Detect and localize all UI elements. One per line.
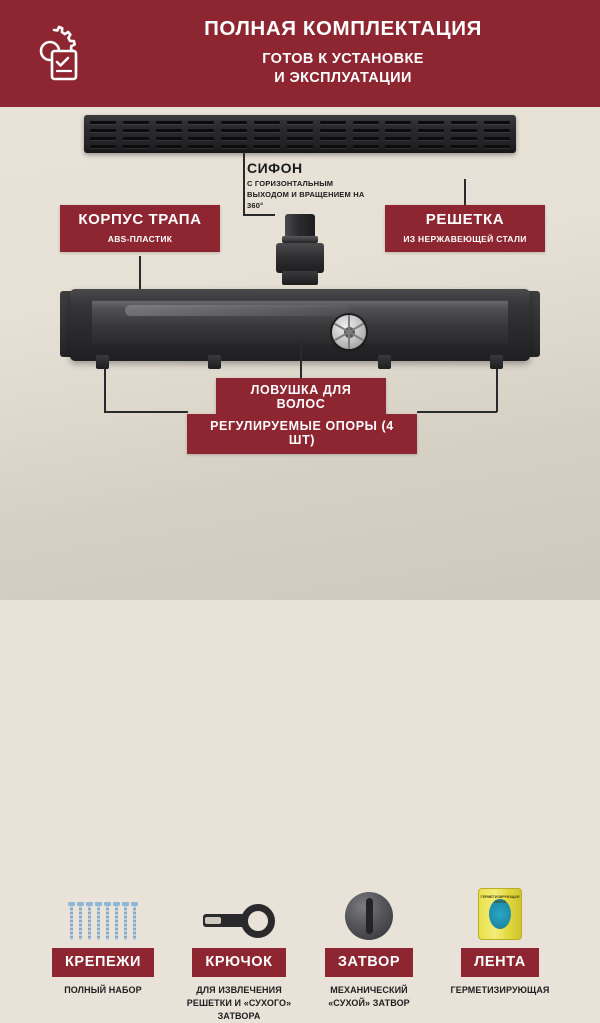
grate-product-image: [84, 115, 516, 153]
page-title: ПОЛНАЯ КОМПЛЕКТАЦИЯ: [204, 17, 482, 41]
accessories-row: [0, 440, 600, 1022]
header-text-block: [108, 18, 600, 89]
header-subtitle-line1: ГОТОВ К УСТАНОВКЕ: [262, 50, 424, 67]
siphon-callout-subtitle: С ГОРИЗОНТАЛЬНЫМ ВЫХОДОМ И ВРАЩЕНИЕМ НА 360°: [247, 179, 365, 210]
leader-line-opory-left-h: [104, 411, 188, 413]
leader-line-reshetka: [464, 179, 466, 205]
label-reshetka-title: РЕШЕТКА: [425, 211, 505, 228]
leader-line-opory-right: [496, 369, 498, 412]
tape-roll-label: ГЕРМЕТИЗИРУЮЩАЯ ЛЕНТА: [480, 895, 520, 905]
header-banner: [0, 0, 600, 107]
label-korpus-title: КОРПУС ТРАПА: [78, 211, 202, 228]
leader-line-siphon: [243, 152, 245, 214]
tape-roll-icon: [436, 882, 564, 940]
valve-icon: [310, 882, 428, 940]
accessory-lenta-name: ЛЕНТА: [461, 948, 539, 977]
grate-slots: [90, 122, 510, 146]
label-reshetka: [385, 205, 545, 252]
leader-line-opory-right-h: [417, 411, 497, 413]
label-opory-title: РЕГУЛИРУЕМЫЕ ОПОРЫ (4 ШТ): [210, 419, 394, 447]
header-subtitle: [262, 50, 424, 89]
accessory-kryuchok-name: КРЮЧОК: [192, 948, 285, 977]
hook-icon: [178, 882, 300, 940]
checklist-gear-icon: [0, 0, 108, 107]
adjustable-leg: [378, 355, 391, 369]
accessory-zatvor-desc: МЕХАНИЧЕСКИЙ «СУХОЙ» ЗАТВОР: [328, 985, 410, 1009]
header-subtitle-line2: И ЭКСПЛУАТАЦИИ: [274, 70, 412, 87]
siphon-callout: [247, 160, 367, 212]
accessory-zatvor: [310, 882, 428, 1010]
adjustable-leg: [490, 355, 503, 369]
accessory-kryuchok-desc: ДЛЯ ИЗВЛЕЧЕНИЯ РЕШЕТКИ И «СУХОГО» ЗАТВОРА: [186, 985, 292, 1022]
label-korpus-subtitle: ABS-ПЛАСТИК: [107, 233, 173, 244]
accessory-krepezhi-name: КРЕПЕЖИ: [52, 948, 154, 977]
adjustable-leg: [208, 355, 221, 369]
siphon-callout-title: СИФОН: [247, 160, 303, 176]
accessory-zatvor-name: ЗАТВОР: [325, 948, 413, 977]
accessory-lenta-desc: ГЕРМЕТИЗИРУЮЩАЯ: [450, 985, 550, 995]
label-lovushka-title: ЛОВУШКА ДЛЯ ВОЛОС: [250, 383, 352, 411]
accessory-krepezhi-desc: ПОЛНЫЙ НАБОР: [64, 985, 142, 995]
label-lovushka-dlya-volos: [216, 378, 386, 418]
siphon-product-image: [272, 214, 328, 284]
screws-icon: [38, 882, 168, 940]
leader-line-opory-left: [104, 369, 106, 412]
accessory-krepezhi: [38, 882, 168, 997]
accessory-lenta: [436, 882, 564, 997]
hair-trap-drain-icon: [332, 315, 366, 349]
leader-line-lovushka: [300, 338, 302, 378]
label-reshetka-subtitle: ИЗ НЕРЖАВЕЮЩЕЙ СТАЛИ: [403, 233, 527, 244]
accessory-kryuchok: [178, 882, 300, 1023]
leader-line-siphon-horizontal: [243, 214, 275, 216]
adjustable-leg: [96, 355, 109, 369]
label-korpus-trapa: [60, 205, 220, 252]
